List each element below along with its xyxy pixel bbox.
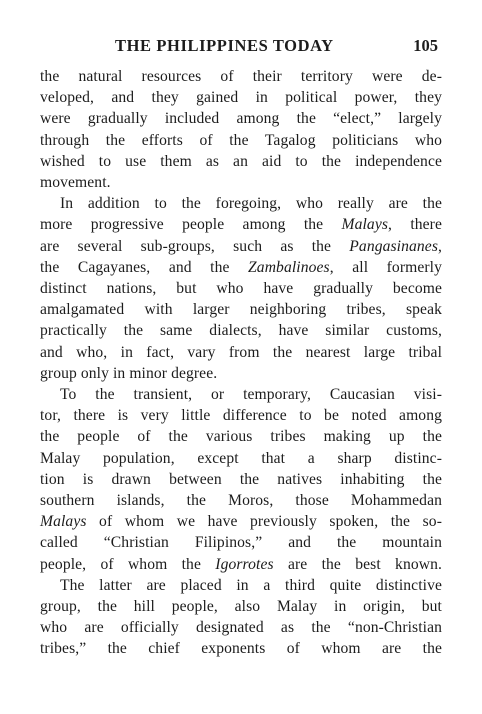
italic-term: Igorrotes: [215, 555, 274, 573]
italic-term: Zambalinoes: [248, 258, 330, 276]
text-line: called “Christian Filipinos,” and the mountain: [40, 534, 442, 552]
text-line: people, of whom the Igorrotes are the best known.: [40, 555, 442, 573]
text-line: In addition to the foregoing, who really are the: [60, 195, 442, 213]
text-line: Malays of whom we have previously spoken, the so-: [40, 513, 442, 531]
paragraph-2: [40, 193, 442, 384]
text-line: through the efforts of the Tagalog politicians who: [40, 131, 442, 149]
running-title: THE PHILIPPINES TODAY: [115, 36, 334, 55]
text-line: veloped, and they gained in political power, they: [40, 89, 442, 107]
text-line: group, the hill people, also Malay in origin, but: [40, 598, 442, 616]
body-text: [40, 66, 442, 660]
text-line: practically the same dialects, have similar customs,: [40, 322, 442, 340]
text-line: Malay population, except that a sharp distinc-: [40, 449, 442, 467]
text-line: southern islands, the Moros, those Mohammedan: [40, 492, 442, 510]
text-line: who are officially designated as the “non-Christian: [40, 619, 442, 637]
text-line: tion is drawn between the natives inhabiting the: [40, 470, 442, 488]
text-line: tor, there is very little difference to be noted among: [40, 407, 442, 425]
italic-term: Pangasinanes: [349, 237, 438, 255]
text-line: To the transient, or temporary, Caucasian visi-: [60, 386, 442, 404]
book-page: [40, 30, 442, 660]
text-line: distinct nations, but who have gradually become: [40, 280, 442, 298]
paragraph-1: [40, 66, 442, 193]
text-line: the natural resources of their territory were de-: [40, 68, 442, 85]
text-line: more progressive people among the Malays, there: [40, 216, 443, 234]
text-line: group only in minor degree.: [40, 364, 218, 382]
text-line: wished to use them as an aid to the independence: [40, 152, 442, 170]
text-line: movement.: [40, 174, 111, 192]
paragraph-4: [40, 575, 442, 660]
italic-term: Malays: [341, 216, 389, 234]
text-line: and who, in fact, vary from the nearest large tribal: [40, 343, 442, 361]
italic-term: Malays: [40, 513, 87, 531]
text-line: the Cagayanes, and the Zambalinoes, all formerly: [40, 258, 442, 276]
text-line: were gradually included among the “elect,” largely: [40, 110, 442, 128]
paragraph-3: [40, 384, 442, 575]
running-head: [40, 30, 442, 56]
text-line: amalgamated with larger neighboring tribes, speak: [40, 301, 442, 319]
text-line: the people of the various tribes making up the: [40, 428, 442, 446]
text-line: tribes,” the chief exponents of whom are the: [40, 640, 442, 658]
text-line: The latter are placed in a third quite distinctive: [60, 576, 442, 594]
page-number: 105: [413, 36, 438, 55]
text-line: are several sub-groups, such as the Pangasinanes,: [40, 237, 442, 255]
